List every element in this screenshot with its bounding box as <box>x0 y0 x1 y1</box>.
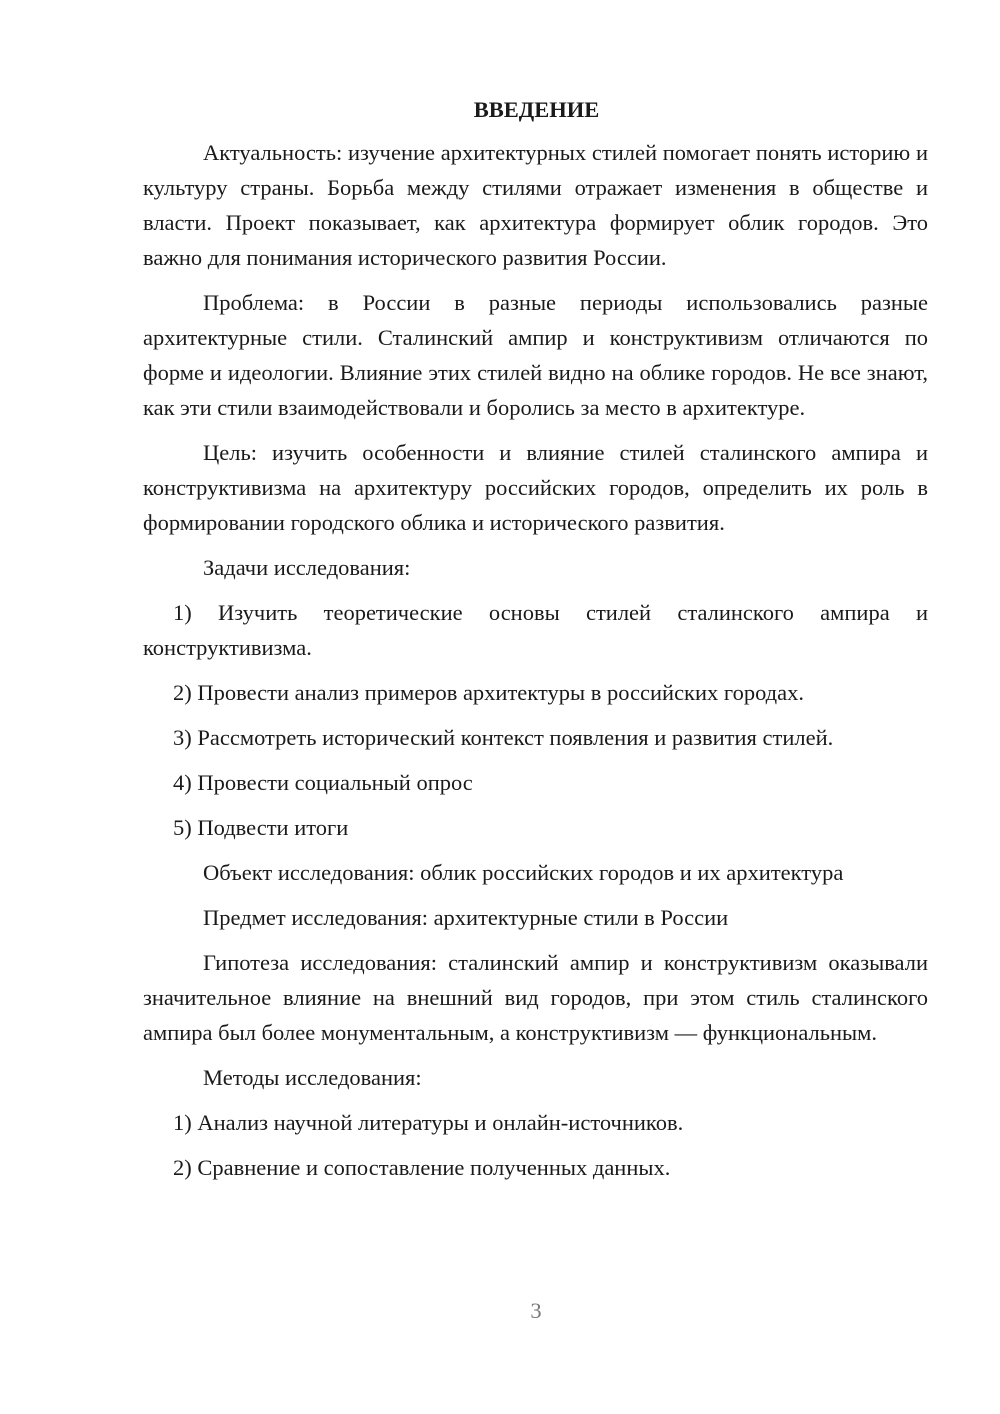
page-number: 3 <box>530 1298 542 1323</box>
actuality-paragraph: Актуальность: изучение архитектурных стилей помогает понять историю и культуру страны. Борьба между стилями отражает изменения в обществе и власти. Проект показывает, как архитектура формирует облик городов. Это важно для понимания исторического развития России. <box>143 140 928 270</box>
methods-heading: Методы исследования: <box>203 1065 422 1090</box>
task-item-1: 1) Изучить теоретические основы стилей сталинского ампира и конструктивизма. <box>143 600 928 660</box>
task-item-4: 4) Провести социальный опрос <box>173 770 473 795</box>
task-item-3: 3) Рассмотреть исторический контекст появления и развития стилей. <box>173 725 834 750</box>
problem-paragraph: Проблема: в России в разные периоды использовались разные архитектурные стили. Сталинский ампир и конструктивизм отличаются по форме и идеологии. Влияние этих стилей видно на облике городов. Не все знают, как эти стили взаимодействовали и боролись за место в архитектуре. <box>143 290 928 420</box>
research-subject: Предмет исследования: архитектурные стили в России <box>203 905 729 930</box>
method-item-1: 1) Анализ научной литературы и онлайн-источников. <box>173 1110 684 1135</box>
document-body <box>143 92 928 1195</box>
section-title: ВВЕДЕНИЕ <box>473 97 600 122</box>
task-item-2: 2) Провести анализ примеров архитектуры в российских городах. <box>173 680 804 705</box>
method-item-2: 2) Сравнение и сопоставление полученных данных. <box>173 1155 671 1180</box>
research-object: Объект исследования: облик российских городов и их архитектура <box>203 860 844 885</box>
hypothesis-paragraph: Гипотеза исследования: сталинский ампир и конструктивизм оказывали значительное влияние на внешний вид городов, при этом стиль сталинского ампира был более монументальным, а конструктивизм — функциональным. <box>143 950 928 1045</box>
goal-paragraph: Цель: изучить особенности и влияние стилей сталинского ампира и конструктивизма на архитектуру российских городов, определить их роль в формировании городского облика и исторического развития. <box>143 440 928 535</box>
task-item-5: 5) Подвести итоги <box>173 815 349 840</box>
tasks-heading: Задачи исследования: <box>203 555 411 580</box>
